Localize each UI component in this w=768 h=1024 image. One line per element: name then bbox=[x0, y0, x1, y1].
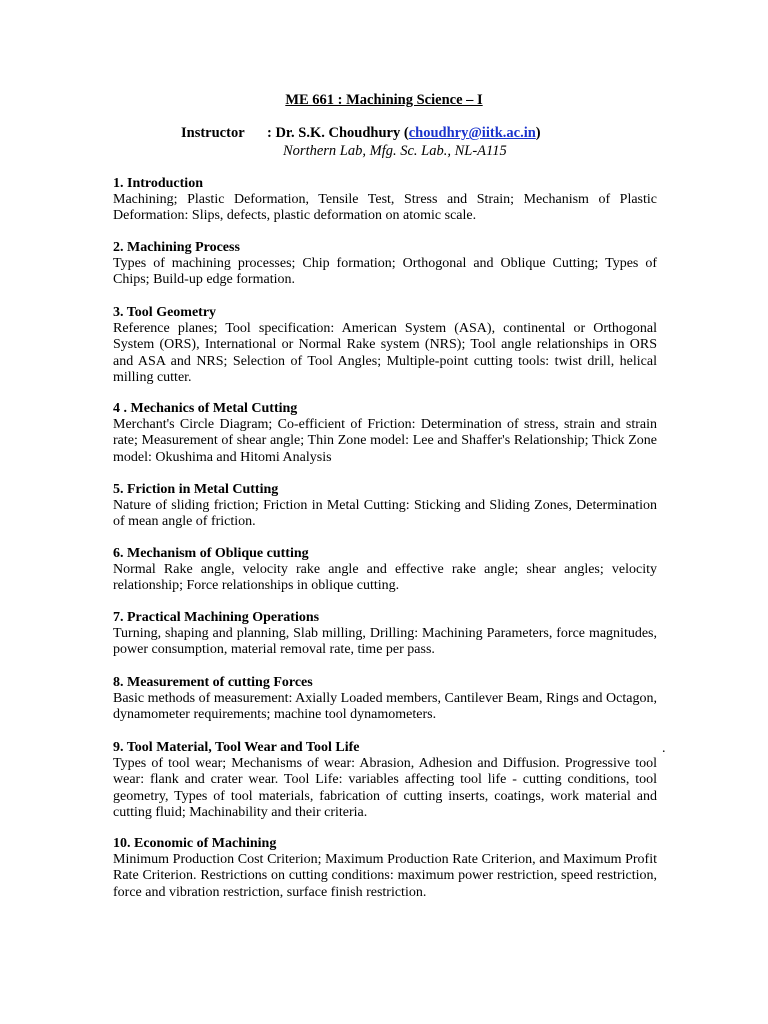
section-title: 9. Tool Material, Tool Wear and Tool Life bbox=[113, 740, 360, 755]
section-body: Merchant's Circle Diagram; Co-efficient of Friction: Determination of stress, strain and strain rate; Measurement of shear angle; Thin Zone model: Lee and Shaffer's Relationship; Thick Zone model: Okushima and Hitomi Analysis bbox=[113, 417, 657, 465]
instructor-close-paren: ) bbox=[535, 125, 541, 141]
section-body: Nature of sliding friction; Friction in Metal Cutting: Sticking and Sliding Zones, Determination of mean angle of friction. bbox=[113, 498, 657, 530]
section-title: 7. Practical Machining Operations bbox=[113, 610, 320, 625]
stray-period-mark: . bbox=[662, 741, 666, 756]
instructor-name: : Dr. S.K. Choudhury ( bbox=[267, 125, 409, 141]
lab-location: Northern Lab, Mfg. Sc. Lab., NL-A115 bbox=[283, 143, 507, 159]
section-title: 4 . Mechanics of Metal Cutting bbox=[113, 401, 298, 416]
instructor-email-link[interactable]: choudhry@iitk.ac.in bbox=[408, 125, 536, 141]
section-machining-process bbox=[113, 240, 657, 289]
section-body: Machining; Plastic Deformation, Tensile Test, Stress and Strain; Mechanism of Plastic Deformation: Slips, defects, plastic deformation on atomic scale. bbox=[113, 192, 657, 224]
section-body: Basic methods of measurement: Axially Loaded members, Cantilever Beam, Rings and Octagon, dynamometer requirements; machine tool dynamometers. bbox=[113, 691, 657, 723]
section-friction-in-metal-cutting bbox=[113, 482, 657, 531]
section-title: 3. Tool Geometry bbox=[113, 305, 217, 320]
section-title: 8. Measurement of cutting Forces bbox=[113, 675, 313, 690]
course-title: ME 661 : Machining Science – I bbox=[285, 92, 483, 108]
section-practical-machining-operations bbox=[113, 610, 657, 659]
section-title: 1. Introduction bbox=[113, 176, 203, 191]
section-tool-geometry bbox=[113, 305, 657, 386]
section-body: Normal Rake angle, velocity rake angle and effective rake angle; shear angles; velocity relationship; Force relationships in oblique cutting. bbox=[113, 562, 657, 594]
section-body: Types of machining processes; Chip formation; Orthogonal and Oblique Cutting; Types of Chips; Build-up edge formation. bbox=[113, 256, 657, 288]
section-body: Reference planes; Tool specification: American System (ASA), continental or Orthogonal System (ORS), International or Normal Rake system (NRS); Tool angle relationships in ORS and ASA and NRS; Selection of Tool Angles; Multiple-point cutting tools: twist drill, helical milling cutter. bbox=[113, 321, 657, 385]
section-measurement-of-cutting-forces bbox=[113, 675, 657, 724]
section-title: 2. Machining Process bbox=[113, 240, 240, 255]
section-body: Types of tool wear; Mechanisms of wear: Abrasion, Adhesion and Diffusion. Progressive tool wear: flank and crater wear. Tool Life: variables affecting tool life - cutting conditions, tool geometry, Types of tool materials, fabrication of cutting inserts, coatings, work material and cutting fluid; Machinability and their criteria. bbox=[113, 756, 657, 820]
section-economic-of-machining bbox=[113, 836, 657, 901]
section-body: Minimum Production Cost Criterion; Maximum Production Rate Criterion, and Maximum Profit Rate Criterion. Restrictions on cutting conditions: maximum power restriction, speed restriction, force and vibration restriction, surface finish restriction. bbox=[113, 852, 657, 900]
section-title: 5. Friction in Metal Cutting bbox=[113, 482, 279, 497]
section-body: Turning, shaping and planning, Slab milling, Drilling: Machining Parameters, force magnitudes, power consumption, material removal rate, time per pass. bbox=[113, 626, 657, 658]
section-mechanics-of-metal-cutting bbox=[113, 401, 657, 466]
instructor-line bbox=[181, 125, 541, 142]
section-title: 10. Economic of Machining bbox=[113, 836, 277, 851]
section-tool-material-wear-life bbox=[113, 740, 657, 821]
section-mechanism-of-oblique-cutting bbox=[113, 546, 657, 595]
instructor-label: Instructor bbox=[181, 125, 245, 141]
section-title: 6. Mechanism of Oblique cutting bbox=[113, 546, 309, 561]
section-introduction bbox=[113, 176, 657, 225]
